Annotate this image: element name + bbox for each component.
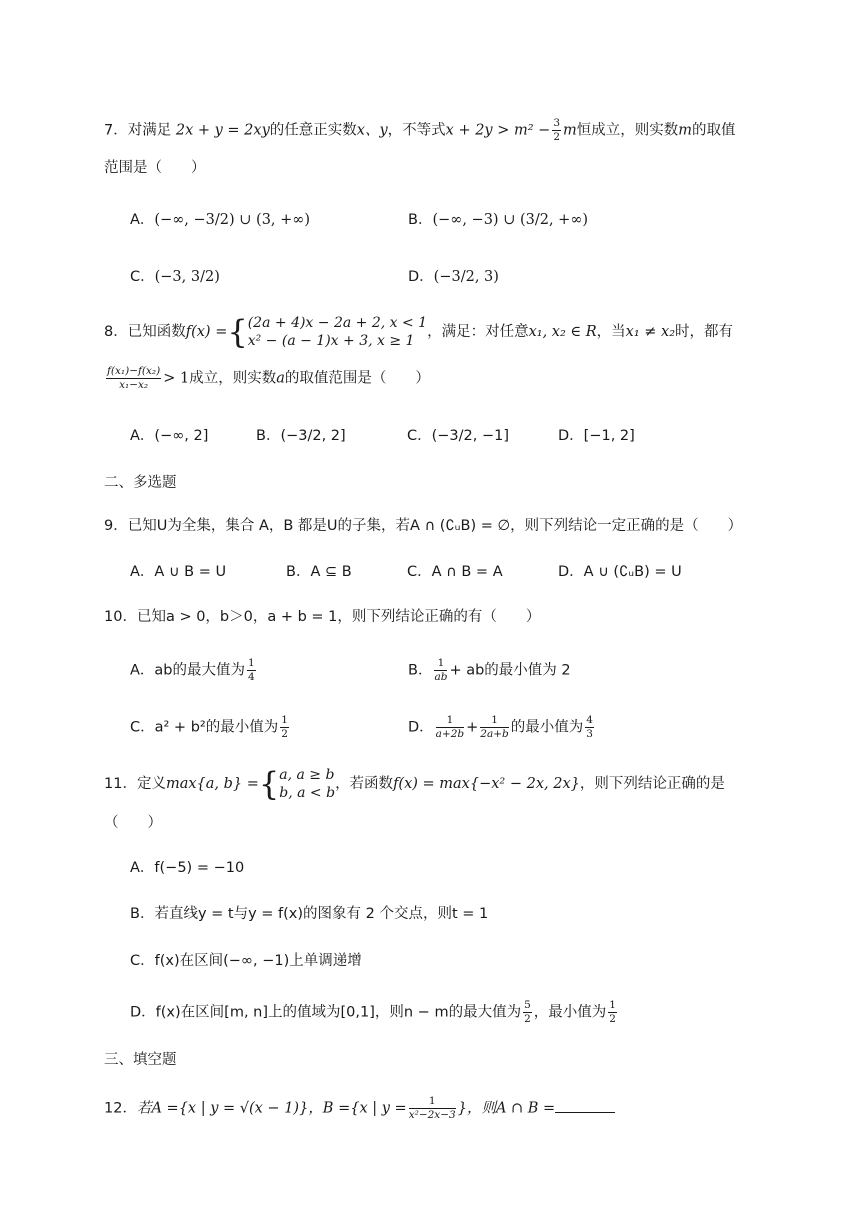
q11-option-d-fraction-2: $\frac{1}{2}$ <box>609 999 616 1025</box>
q8-fraction: $\frac{\text{f(x₁)−f(x₂)}}{\text{x₁−x₂}}$ <box>107 365 161 391</box>
q8-cases <box>248 314 427 350</box>
q11-text-b: ，若函数 <box>335 776 394 792</box>
q10-option-d-fraction-2: $\frac{1}{2a+b}$ <box>480 714 509 740</box>
q9-line1 <box>104 516 742 536</box>
q7-vars: x、y <box>356 122 388 139</box>
q11-option-c[interactable]: C．f(x)在区间(−∞, −1)上单调递增 <box>130 953 362 969</box>
q9-number: 9． <box>104 518 128 534</box>
q8-case2: x² − (a − 1)x + 3, x ≥ 1 <box>247 333 415 349</box>
q8-case1: (2a + 4)x − 2a + 2, x < 1 <box>247 315 428 331</box>
q11-option-d[interactable]: D．f(x)在区间[m, n]上的值域为[0,1]，则n − m的最大值为 $\frac{5}{2}$ ，最小值为 $\frac{1}{2}$ <box>130 999 616 1025</box>
q8-text-d: 时，都有 <box>675 324 734 340</box>
q10-option-c[interactable]: C．a² + b²的最小值为 $\frac{1}{2}$ <box>130 714 288 740</box>
q9-option-d[interactable]: D．A ∪ (∁ᵤB) = U <box>558 564 682 580</box>
q7-text-e: 的取值 <box>692 122 736 139</box>
q10-option-d-fraction-3: $\frac{4}{3}$ <box>586 714 593 740</box>
q12-number: 12． <box>104 1100 137 1117</box>
q8-text-c: ，当 <box>596 324 626 340</box>
q7-ineq-tail: m <box>563 122 577 139</box>
q8-option-a[interactable]: A．(−∞, 2] <box>130 428 209 444</box>
q10-text: 已知a > 0，b＞0，a + b = 1，则下列结论正确的有（ ） <box>136 609 541 625</box>
q11-cases <box>279 766 335 802</box>
q7-option-d-value: (−3/2, 3) <box>433 269 499 285</box>
q7-fraction: $\frac{3}{2}$ <box>553 117 560 143</box>
q12-text-b: ，则A ∩ B = <box>466 1100 556 1117</box>
q7-option-c[interactable]: C．(−3, 3/2) <box>130 269 220 285</box>
q8-text-e: 成立，则实数 <box>189 370 277 387</box>
q8-brace: { <box>227 313 248 351</box>
q11-line2: （ ） <box>104 815 162 831</box>
q7-text-d: 恒成立，则实数 <box>576 122 679 139</box>
q12-answer-blank[interactable] <box>555 1098 615 1113</box>
q7-option-d[interactable]: D．(−3/2, 3) <box>408 269 499 285</box>
q11-max: max{a, b} = <box>165 776 259 792</box>
q10-option-d-fraction-1: $\frac{1}{a+2b}$ <box>435 714 465 740</box>
q12-set-b-fraction: $\frac{1}{\text{x²−2x−3}}$ <box>408 1095 456 1121</box>
q10-option-b[interactable]: B． $\frac{1}{ab}$ + ab的最小值为 2 <box>408 657 571 683</box>
q9-option-b[interactable]: B．A ⊆ B <box>286 564 352 580</box>
q7-text-a: 对满足 <box>127 122 172 139</box>
q11-number: 11． <box>104 776 137 792</box>
q10-option-d[interactable]: D． $\frac{1}{a+2b}$ + $\frac{1}{2a+b}$ 的最小值为 $\frac{4}{3}$ <box>408 714 593 740</box>
q7-text-b: 的任意正实数 <box>269 122 357 139</box>
q9-option-a[interactable]: A．A ∪ B = U <box>130 564 227 580</box>
q7-option-a[interactable]: A．(−∞, −3/2) ∪ (3, +∞) <box>130 212 311 228</box>
q12-sep: ，B = <box>308 1100 351 1117</box>
q8-option-b[interactable]: B．(−3/2, 2] <box>256 428 346 444</box>
q7-number: 7． <box>104 122 128 139</box>
q10-option-c-fraction: $\frac{1}{2}$ <box>281 714 288 740</box>
q10-number: 10． <box>104 609 137 625</box>
q11-line1 <box>104 764 725 804</box>
q9-option-c[interactable]: C．A ∩ B = A <box>407 564 503 580</box>
section-multi-choice-heading: 二、多选题 <box>104 475 177 491</box>
q11-fx: f(x) = max{−x² − 2x, 2x} <box>393 776 580 792</box>
q12-set-b-pre: {x | y = <box>350 1100 407 1117</box>
q11-brace: { <box>258 765 280 803</box>
q11-option-b[interactable]: B．若直线y = t与y = f(x)的图象有 2 个交点，则t = 1 <box>130 906 489 922</box>
q11-option-d-fraction-1: $\frac{5}{2}$ <box>524 999 531 1025</box>
q11-text-c: ，则下列结论正确的是 <box>579 776 725 792</box>
q7-equation: 2x + y = 2xy <box>175 122 270 139</box>
q12-line1 <box>104 1096 615 1121</box>
q7-line1 <box>104 118 736 143</box>
q7-option-b-value: (−∞, −3) ∪ (3/2, +∞) <box>432 212 589 228</box>
q7-option-a-value: (−∞, −3/2) ∪ (3, +∞) <box>154 212 311 228</box>
q10-line1 <box>104 607 540 627</box>
q8-number: 8． <box>104 324 128 340</box>
q11-text-a: 定义 <box>136 776 166 792</box>
q7-option-c-value: (−3, 3/2) <box>154 269 220 285</box>
q8-line2 <box>104 366 430 391</box>
q8-option-c[interactable]: C．(−3/2, −1] <box>407 428 510 444</box>
q8-vars: x₁, x₂ ∈ R <box>528 324 597 340</box>
q7-var-m: m <box>678 122 692 139</box>
q10-option-b-fraction: $\frac{1}{ab}$ <box>434 657 448 683</box>
q10-option-a[interactable]: A．ab的最大值为 $\frac{1}{4}$ <box>130 657 255 683</box>
q8-var-a: a <box>276 370 285 387</box>
q11-case2: b, a < b <box>279 785 336 801</box>
q12-set-a: {x | y = √(x − 1)} <box>178 1100 309 1117</box>
q8-fx: f(x) = <box>185 324 228 340</box>
q8-gt: > 1 <box>163 370 190 387</box>
q12-set-b-post: } <box>457 1100 467 1117</box>
q8-text-b: ，满足：对任意 <box>427 324 529 340</box>
q11-option-a[interactable]: A．f(−5) = −10 <box>130 860 245 876</box>
q12-text-a: 若A = <box>136 1100 179 1117</box>
q8-neq: x₁ ≠ x₂ <box>625 324 676 340</box>
q9-text: 已知U为全集，集合 A，B 都是U的子集，若A ∩ (∁ᵤB) = ∅，则下列结论一定正确的是（ ） <box>127 518 743 534</box>
q8-text-a: 已知函数 <box>127 324 186 340</box>
q7-text-c: ，不等式 <box>387 122 446 139</box>
q8-line1 <box>104 312 733 352</box>
section-fill-blank-heading: 三、填空题 <box>104 1052 177 1068</box>
q7-line2: 范围是（ ） <box>104 160 206 176</box>
q8-text-f: 的取值范围是（ ） <box>284 370 430 387</box>
q8-option-d[interactable]: D．[−1, 2] <box>558 428 635 444</box>
q7-option-b[interactable]: B．(−∞, −3) ∪ (3/2, +∞) <box>408 212 589 228</box>
q7-inequality: x + 2y > m² − <box>445 122 551 139</box>
q10-option-a-fraction: $\frac{1}{4}$ <box>248 657 255 683</box>
q11-case1: a, a ≥ b <box>279 767 335 783</box>
